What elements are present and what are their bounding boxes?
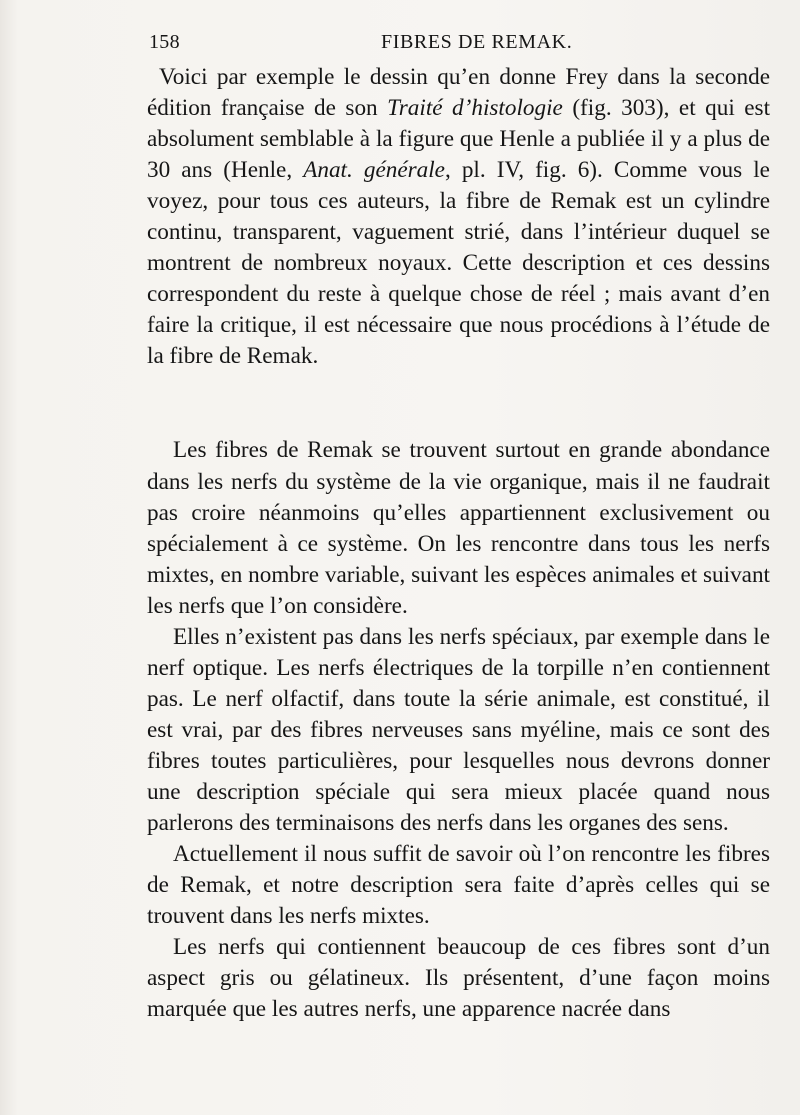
page-header [149,27,769,59]
reference-title-italic: Anat. générale [303,157,445,184]
paragraph-1 [147,62,770,372]
paragraph-4: Actuellement il nous suffit de savoir où l’on rencontre les fibres de Remak, et notre description sera faite d’après celles qui se trouvent dans les nerfs mixtes. [147,841,770,930]
paragraph-5: Les nerfs qui contiennent beaucoup de ces fibres sont d’un aspect gris ou gélatineux. Ils présentent, d’une façon moins marquée que les autres nerfs, une apparence nacrée dans [147,934,770,1023]
paragraph-1-text-2: (fig. 303), et qui est absolument semblable à la figure que Henle a publiée il y a plus de 30 ans (Henle, [147,95,771,184]
body-text [147,62,770,1025]
paragraph-1-text-3: , pl. IV, fig. 6). Comme vous le voyez, pour tous ces auteurs, la fibre de Remak est un cylindre continu, transparent, vaguement strié, dans l’intérieur duquel se montrent de nombreux noyaux. Cette description et ces dessins correspondent du reste à quelque chose de réel ; mais avant d’en faire la critique, il est nécessaire que nous procédions à l’étude de la fibre de Remak. [147,157,770,370]
paragraph-1-text-1: Voici par exemple le dessin qu’en donne Frey dans la seconde édition française de son [147,64,770,122]
book-title-italic: Traité d’histologie [387,95,563,122]
paragraph-2: Les fibres de Remak se trouvent surtout en grande abondance dans les nerfs du système de la vie organique, mais il ne faudrait pas croire néanmoins qu’elles appartiennent exclusivement ou spécialement à ce système. On les rencontre dans tous les nerfs mixtes, en nombre variable, suivant les espèces animales et suivant les nerfs que l’on considère. [147,437,770,619]
page-number: 158 [149,31,180,53]
running-title: FIBRES DE REMAK. [381,31,573,53]
paragraph-3: Elles n’existent pas dans les nerfs spéciaux, par exemple dans le nerf optique. Les nerfs électriques de la torpille n’en contiennent pas. Le nerf olfactif, dans toute la série animale, est constitué, il est vrai, par des fibres nerveuses sans myéline, mais ce sont des fibres toutes particulières, pour lesquelles nous devrons donner une description spéciale qui sera mieux placée quand nous parlerons des terminaisons des nerfs dans les organes des sens. [147,623,770,837]
